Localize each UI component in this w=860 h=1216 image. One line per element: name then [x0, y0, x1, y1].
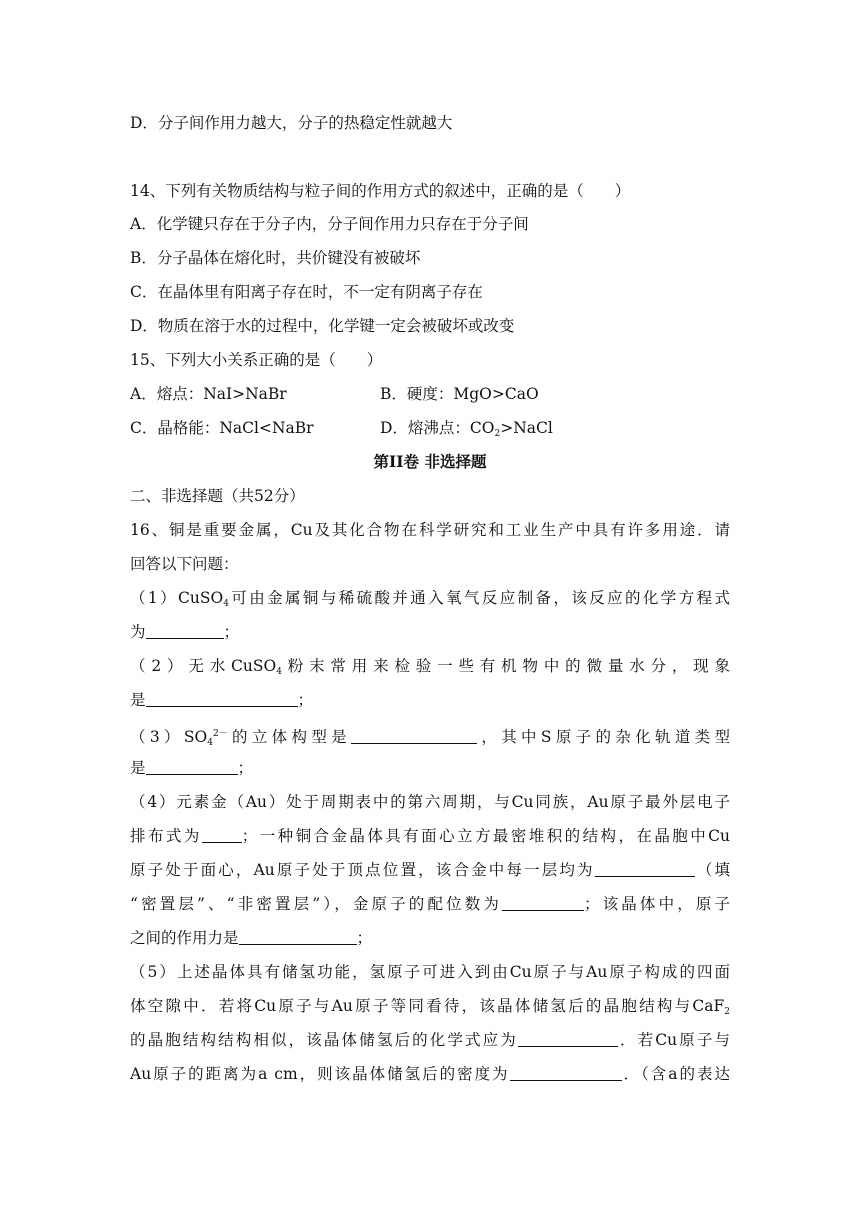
q15-row-cd	[130, 418, 730, 438]
q15-stem: 15、下列大小关系正确的是（ ）	[130, 351, 383, 369]
q14-option-b: B．分子晶体在熔化时，共价键没有被破坏	[130, 249, 421, 267]
answer-blank[interactable]	[595, 860, 695, 877]
q16-part4-line1: （4）元素金（Au）处于周期表中的第六周期，与Cu同族，Au原子最外层电子	[130, 793, 730, 811]
q16-part2-line1: （2）无水CuSO$_4$粉末常用来检验一些有机物中的微量水分，现象	[130, 657, 730, 677]
q15-option-d: D．熔沸点：$CO_2>NaCl$	[380, 419, 553, 439]
q14-option-a: A．化学键只存在于分子内，分子间作用力只存在于分子间	[130, 215, 529, 233]
q16-part4-line4: “密置层”、“非密置层”），金原子的配位数为 ；该晶体中，原子	[130, 895, 730, 913]
section-title: 第II卷 非选择题	[373, 452, 487, 471]
q13-option-d: D．分子间作用力越大，分子的热稳定性就越大	[130, 114, 453, 132]
q16-part3-line2: 是 ；	[130, 759, 254, 777]
q15-option-a: A．熔点：NaI>NaBr	[130, 385, 287, 403]
q15-option-b: B．硬度：MgO>CaO	[380, 385, 539, 403]
q14-option-c: C．在晶体里有阳离子存在时，不一定有阴离子存在	[130, 283, 483, 301]
q14-option-d: D．物质在溶于水的过程中，化学键一定会被破坏或改变	[130, 317, 515, 335]
q16-part4-line3: 原子处于面心，Au原子处于顶点位置，该合金中每一层均为 （填	[130, 861, 730, 879]
q16-part2-line2: 是 ；	[130, 691, 314, 709]
q16-part4-line2: 排布式为 ；一种铜合金晶体具有面心立方最密堆积的结构，在晶胞中Cu	[130, 827, 730, 845]
q16-part5-line3: 的晶胞结构结构相似，该晶体储氢后的化学式应为 ．若Cu原子与	[130, 1031, 730, 1049]
answer-blank[interactable]	[202, 826, 242, 843]
q16-part4-line5: 之间的作用力是 ；	[130, 929, 373, 947]
answer-blank[interactable]	[146, 690, 298, 707]
answer-blank[interactable]	[502, 894, 584, 911]
answer-blank[interactable]	[239, 928, 357, 945]
q16-part5-line1: （5）上述晶体具有储氢功能，氢原子可进入到由Cu原子与Au原子构成的四面	[130, 963, 730, 981]
q16-part5-line4: Au原子的距离为a cm，则该晶体储氢后的密度为 ．（含a的表达	[130, 1065, 730, 1083]
q16-part5-line2: 体空隙中．若将Cu原子与Au原子等同看待，该晶体储氢后的晶胞结构与CaF$_2$	[130, 997, 730, 1017]
answer-blank[interactable]	[146, 622, 224, 639]
answer-blank[interactable]	[146, 758, 238, 775]
part-two-heading: 二、非选择题（共52分）	[130, 487, 305, 505]
q16-part1-line2: 为 ；	[130, 623, 240, 641]
q16-intro-line2: 回答以下问题：	[130, 555, 239, 573]
q15-row-ab	[130, 384, 730, 404]
q14-stem: 14、下列有关物质结构与粒子间的作用方式的叙述中，正确的是（ ）	[130, 182, 631, 200]
q16-intro-line1: 16、铜是重要金属，Cu及其化合物在科学研究和工业生产中具有许多用途．请	[130, 521, 730, 539]
q15-option-c: C．晶格能：NaCl<NaBr	[130, 419, 314, 437]
answer-blank[interactable]	[351, 727, 477, 744]
answer-blank[interactable]	[510, 1064, 622, 1081]
q16-part3-line1: $(3)SO_4^{2-}$的立体构型是 ，其中S原子的杂化轨道类型	[130, 728, 731, 748]
q16-part1-line1: （1）CuSO$_4$可由金属铜与稀硫酸并通入氧气反应制备，该反应的化学方程式	[130, 589, 730, 609]
answer-blank[interactable]	[518, 1030, 618, 1047]
